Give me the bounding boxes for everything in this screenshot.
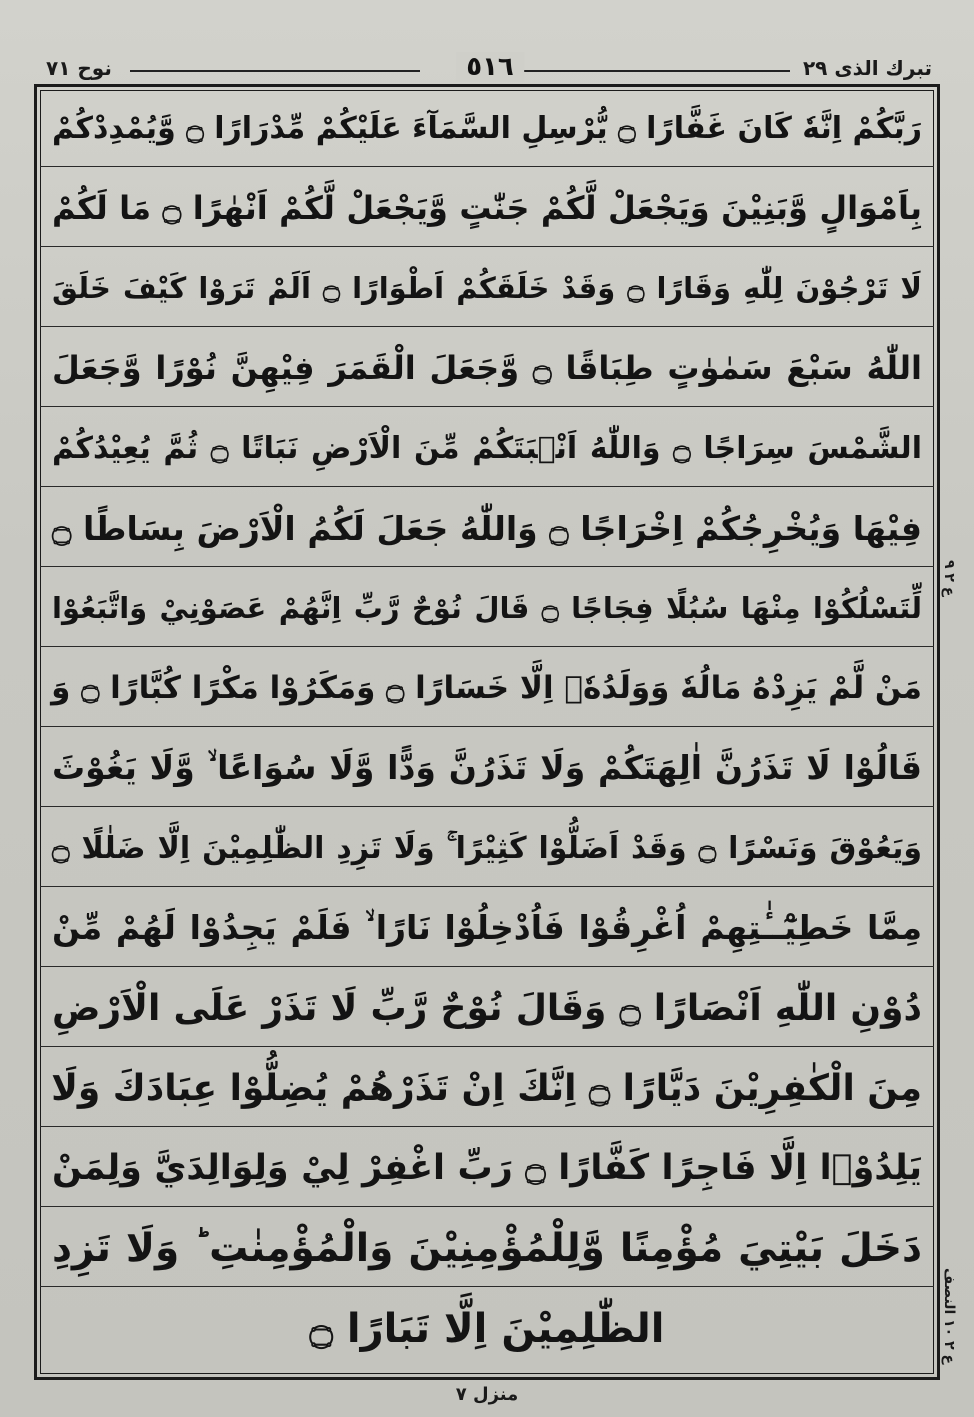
line-text: بِاَمْوَالٍ وَّبَنِيْنَ وَيَجْعَلْ لَّكُمْ جَنّٰتٍ وَّيَجْعَلْ لَّكُمْ اَنْهٰرًا ۝ مَا لَكُمْ <box>52 189 923 227</box>
line-text: رَبَّكُمْ اِنَّهٗ كَانَ غَفَّارًا ۝ يُّرْسِلِ السَّمَآءَ عَلَيْكُمْ مِّدْرَارًا ۝ وَّيُمْدِدْكُمْ <box>52 110 923 146</box>
line-text: لِّتَسْلُكُوْا مِنْهَا سُبُلًا فِجَاجًا ۝ قَالَ نُوْحٌ رَّبِّ اِنَّهُمْ عَصَوْنِيْ وَاتَّبَعُوْا <box>52 591 922 625</box>
text-line <box>40 330 934 407</box>
ruku-marker-half: ع ٢ ١٠ النصف <box>941 1268 957 1365</box>
line-text: مَنْ لَّمْ يَزِدْهُ مَالُهٗ وَوَلَدُهٗۤ اِلَّا خَسَارًا ۝ وَمَكَرُوْا مَكْرًا كُبَّارًا ۝ وَ <box>51 670 922 706</box>
text-line <box>40 1050 934 1127</box>
header-rule-left <box>130 70 420 72</box>
text-line <box>40 1210 934 1287</box>
ruku-marker: ع ٢ ٩ <box>941 560 957 597</box>
line-text: وَيَعُوْقَ وَنَسْرًا ۝ وَقَدْ اَضَلُّوْا كَثِيْرًا ۚ وَلَا تَزِدِ الظّٰلِمِيْنَ اِلَّا ضَلٰلًا ۝ <box>52 830 922 866</box>
text-line <box>40 250 934 327</box>
line-text: دُوْنِ اللّٰهِ اَنْصَارًا ۝ وَقَالَ نُوْحٌ رَّبِّ لَا تَذَرْ عَلَى الْاَرْضِ <box>52 987 922 1029</box>
text-line <box>40 490 934 567</box>
header-rule-right <box>500 70 790 72</box>
text-line <box>40 170 934 247</box>
text-line <box>40 810 934 887</box>
surah-title: نوح ٧١ <box>46 56 112 80</box>
line-text: مِمَّا خَطِيْٓــٰٔتِهِمْ اُغْرِقُوْا فَاُدْخِلُوْا نَارًا ۙ فَلَمْ يَجِدُوْا لَهُمْ مِّنْ <box>52 908 922 947</box>
line-text: قَالُوْا لَا تَذَرُنَّ اٰلِهَتَكُمْ وَلَا تَذَرُنَّ وَدًّا وَّلَا سُوَاعًا ۙ وَّلَا يَغُوْثَ <box>52 748 922 787</box>
text-line <box>40 890 934 967</box>
text-line-last <box>40 1290 934 1367</box>
line-text: مِنَ الْكٰفِرِيْنَ دَيَّارًا ۝ اِنَّكَ اِنْ تَذَرْهُمْ يُضِلُّوْا عِبَادَكَ وَلَا <box>51 1067 922 1109</box>
text-line <box>40 970 934 1047</box>
page-number: ٥١٦ <box>456 52 524 82</box>
page-header <box>40 52 940 88</box>
text-line <box>40 570 934 647</box>
line-text: لَا تَرْجُوْنَ لِلّٰهِ وَقَارًا ۝ وَقَدْ خَلَقَكُمْ اَطْوَارًا ۝ اَلَمْ تَرَوْا كَيْفَ خَلَقَ <box>52 271 922 305</box>
text-line <box>40 90 934 167</box>
line-text: الظّٰلِمِيْنَ اِلَّا تَبَارًا ۝ <box>309 1305 665 1352</box>
text-line <box>40 650 934 727</box>
text-block <box>40 90 934 1374</box>
line-text: اللّٰهُ سَبْعَ سَمٰوٰتٍ طِبَاقًا ۝ وَّجَعَلَ الْقَمَرَ فِيْهِنَّ نُوْرًا وَّجَعَلَ <box>52 349 923 387</box>
line-text: دَخَلَ بَيْتِيَ مُؤْمِنًا وَّلِلْمُؤْمِنِيْنَ وَالْمُؤْمِنٰتِ ؕ وَلَا تَزِدِ <box>52 1225 922 1271</box>
text-line <box>40 410 934 487</box>
juz-title: تبرك الذى ٢٩ <box>802 56 932 80</box>
line-text: يَلِدُوْۤا اِلَّا فَاجِرًا كَفَّارًا ۝ رَبِّ اغْفِرْ لِيْ وَلِوَالِدَيَّ وَلِمَنْ <box>52 1148 922 1188</box>
text-line <box>40 1130 934 1207</box>
line-text: فِيْهَا وَيُخْرِجُكُمْ اِخْرَاجًا ۝ وَاللّٰهُ جَعَلَ لَكُمُ الْاَرْضَ بِسَاطًا ۝ <box>52 508 922 548</box>
manzil-footer: منزل ٧ <box>455 1384 519 1405</box>
text-line <box>40 730 934 807</box>
line-text: الشَّمْسَ سِرَاجًا ۝ وَاللّٰهُ اَنْۢبَتَكُمْ مِّنَ الْاَرْضِ نَبَاتًا ۝ ثُمَّ يُعِيْدُكُمْ <box>52 430 922 466</box>
